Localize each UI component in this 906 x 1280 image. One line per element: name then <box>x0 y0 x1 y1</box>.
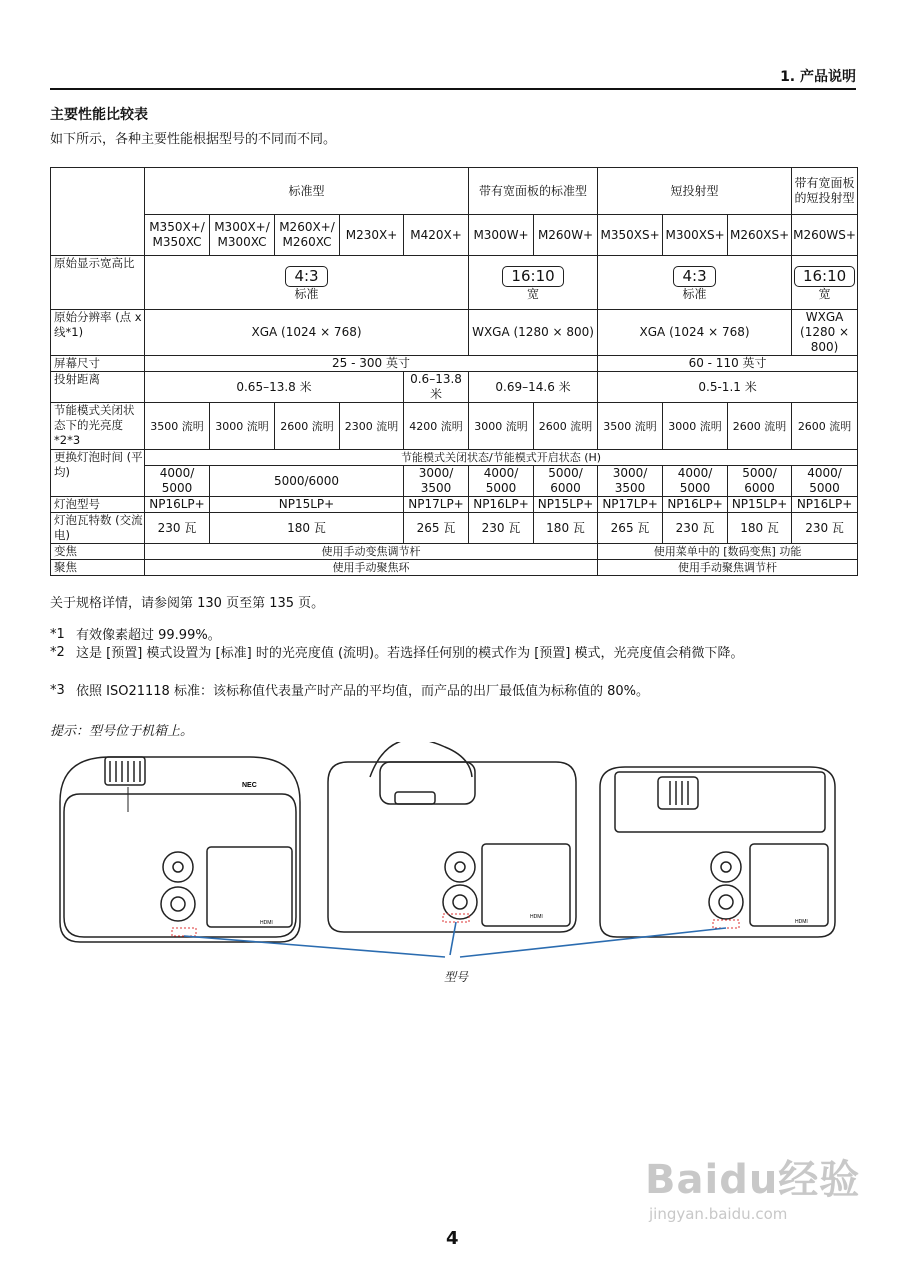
group-header: 带有宽面板的标准型 <box>469 168 598 215</box>
footnote <box>50 627 860 644</box>
watermark-url: jingyan.baidu.com <box>649 1205 788 1223</box>
row-header: 节能模式关闭状态下的光亮度*2*3 <box>51 403 145 450</box>
lamp-time-header: 节能模式关闭状态/节能模式开启状态 (H) <box>145 450 858 466</box>
row-header: 聚焦 <box>51 560 145 576</box>
model-header: M260XS+ <box>728 215 792 256</box>
footnote-text: 有效像素超过 99.99%。 <box>76 628 221 643</box>
table-row <box>51 513 858 544</box>
projector-standard <box>60 757 300 942</box>
table-cell: 2600 流明 <box>728 403 792 450</box>
table-cell: 25 - 300 英寸 <box>145 356 598 372</box>
table-cell: 5000/6000 <box>210 466 404 497</box>
table-cell: WXGA (1280 × 800) <box>792 310 858 356</box>
model-header: M300X+/ M300XC <box>210 215 275 256</box>
aspect-caption: 标准 <box>294 287 319 301</box>
row-header: 屏幕尺寸 <box>51 356 145 372</box>
table-cell: 使用菜单中的 [数码变焦] 功能 <box>598 544 858 560</box>
model-header: M260W+ <box>534 215 598 256</box>
table-cell: 265 瓦 <box>598 513 663 544</box>
page-number: 4 <box>446 1228 459 1249</box>
row-header: 变焦 <box>51 544 145 560</box>
group-header: 标准型 <box>145 168 469 215</box>
row-header: 灯泡型号 <box>51 497 145 513</box>
aspect-ratio-badge: 4:3 <box>673 266 715 287</box>
section-intro: 如下所示，各种主要性能根据型号的不同而不同。 <box>50 132 337 147</box>
table-cell: 4000/ 5000 <box>469 466 534 497</box>
table-corner <box>51 168 145 256</box>
table-cell: NP17LP+ <box>404 497 469 513</box>
table-row <box>51 450 858 466</box>
hint-text: 提示：型号位于机箱上。 <box>50 724 194 739</box>
table-cell <box>145 256 469 310</box>
projector-short-throw <box>600 767 835 937</box>
model-header: M230X+ <box>340 215 404 256</box>
section-title: 主要性能比较表 <box>50 107 148 123</box>
table-cell: 3500 流明 <box>145 403 210 450</box>
aspect-ratio-badge: 16:10 <box>502 266 563 287</box>
model-header: M300W+ <box>469 215 534 256</box>
table-cell: NP16LP+ <box>663 497 728 513</box>
aspect-ratio-badge: 4:3 <box>285 266 327 287</box>
table-row <box>51 544 858 560</box>
chapter-title: 1. 产品说明 <box>780 69 856 85</box>
table-cell: 4200 流明 <box>404 403 469 450</box>
table-cell: 4000/ 5000 <box>663 466 728 497</box>
aspect-caption: 宽 <box>527 287 540 301</box>
table-cell: 5000/ 6000 <box>728 466 792 497</box>
table-row <box>51 497 858 513</box>
table-cell: NP15LP+ <box>210 497 404 513</box>
watermark-logo: Baidu经验 <box>645 1157 861 1203</box>
aspect-ratio-badge: 16:10 <box>794 266 855 287</box>
table-cell: 3000 流明 <box>469 403 534 450</box>
table-cell: 2600 流明 <box>792 403 858 450</box>
table-cell: 2600 流明 <box>534 403 598 450</box>
row-header: 更换灯泡时间 (平均) <box>51 450 145 497</box>
table-cell: 230 瓦 <box>663 513 728 544</box>
table-cell: 4000/ 5000 <box>792 466 858 497</box>
model-header: M350XS+ <box>598 215 663 256</box>
table-cell: 0.69–14.6 米 <box>469 372 598 403</box>
table-cell: 0.5-1.1 米 <box>598 372 858 403</box>
table-row <box>51 356 858 372</box>
table-cell: 3000/ 3500 <box>404 466 469 497</box>
table-row <box>51 403 858 450</box>
table-row <box>51 466 858 497</box>
table-cell <box>792 256 858 310</box>
comparison-table <box>50 167 858 576</box>
row-header: 投射距离 <box>51 372 145 403</box>
table-cell: 180 瓦 <box>210 513 404 544</box>
footnote-text: 这是 [预置] 模式设置为 [标准] 时的光亮度值 (流明)。若选择任何别的模式作为 [预置] 模式，光亮度值会稍微下降。 <box>76 646 744 661</box>
model-header: M260WS+ <box>792 215 858 256</box>
table-cell: 使用手动聚焦调节杆 <box>598 560 858 576</box>
model-header: M260X+/ M260XC <box>275 215 340 256</box>
table-cell: NP15LP+ <box>534 497 598 513</box>
model-header: M300XS+ <box>663 215 728 256</box>
table-cell <box>469 256 598 310</box>
table-cell: 3500 流明 <box>598 403 663 450</box>
footnote-text: 依照 ISO21118 标准：该标称值代表量产时产品的平均值，而产品的出厂最低值为标称值的 80%。 <box>76 684 649 699</box>
table-cell: NP15LP+ <box>728 497 792 513</box>
brand-logo: NEC <box>242 782 257 789</box>
group-header: 带有宽面板的短投射型 <box>792 168 858 215</box>
table-cell: WXGA (1280 × 800) <box>469 310 598 356</box>
table-cell: 180 瓦 <box>728 513 792 544</box>
table-cell <box>598 256 792 310</box>
projector-figures <box>50 742 860 962</box>
table-row <box>51 256 858 310</box>
table-row <box>51 372 858 403</box>
projector-wide <box>328 742 576 932</box>
table-cell: 230 瓦 <box>145 513 210 544</box>
table-cell: NP16LP+ <box>792 497 858 513</box>
table-cell: 265 瓦 <box>404 513 469 544</box>
model-header: M350X+/ M350XC <box>145 215 210 256</box>
table-cell: XGA (1024 × 768) <box>145 310 469 356</box>
table-cell: NP17LP+ <box>598 497 663 513</box>
table-cell: NP16LP+ <box>145 497 210 513</box>
table-cell: 3000 流明 <box>663 403 728 450</box>
table-cell: NP16LP+ <box>469 497 534 513</box>
table-cell: 180 瓦 <box>534 513 598 544</box>
group-header: 短投射型 <box>598 168 792 215</box>
table-cell: 5000/ 6000 <box>534 466 598 497</box>
table-cell: 230 瓦 <box>792 513 858 544</box>
hdmi-logo: HDMI <box>530 914 543 920</box>
model-callout-label: 型号 <box>444 970 469 984</box>
footnote <box>50 645 860 662</box>
table-cell: 0.6–13.8 米 <box>404 372 469 403</box>
table-cell: 4000/ 5000 <box>145 466 210 497</box>
footnote-mark: *2 <box>50 645 65 660</box>
table-cell: 230 瓦 <box>469 513 534 544</box>
footnote-mark: *1 <box>50 627 65 642</box>
table-row <box>51 168 858 215</box>
model-header: M420X+ <box>404 215 469 256</box>
table-row <box>51 560 858 576</box>
row-header: 原始显示宽高比 <box>51 256 145 310</box>
table-cell: 3000 流明 <box>210 403 275 450</box>
table-cell: XGA (1024 × 768) <box>598 310 792 356</box>
table-cell: 使用手动变焦调节杆 <box>145 544 598 560</box>
table-row <box>51 310 858 356</box>
footnote-mark: *3 <box>50 683 65 698</box>
footnote <box>50 683 860 700</box>
table-cell: 使用手动聚焦环 <box>145 560 598 576</box>
table-cell: 60 - 110 英寸 <box>598 356 858 372</box>
row-header: 原始分辨率 (点 x 线*1) <box>51 310 145 356</box>
table-cell: 2300 流明 <box>340 403 404 450</box>
header-rule <box>50 88 856 90</box>
row-header: 灯泡瓦特数 (交流电) <box>51 513 145 544</box>
spec-reference: 关于规格详情，请参阅第 130 页至第 135 页。 <box>50 596 325 611</box>
table-cell: 2600 流明 <box>275 403 340 450</box>
hdmi-logo: HDMI <box>260 920 273 926</box>
table-cell: 3000/ 3500 <box>598 466 663 497</box>
hdmi-logo: HDMI <box>795 919 808 925</box>
aspect-caption: 标准 <box>682 287 707 301</box>
table-cell: 0.65–13.8 米 <box>145 372 404 403</box>
table-row <box>51 215 858 256</box>
aspect-caption: 宽 <box>818 287 831 301</box>
watermark <box>645 1148 860 1223</box>
